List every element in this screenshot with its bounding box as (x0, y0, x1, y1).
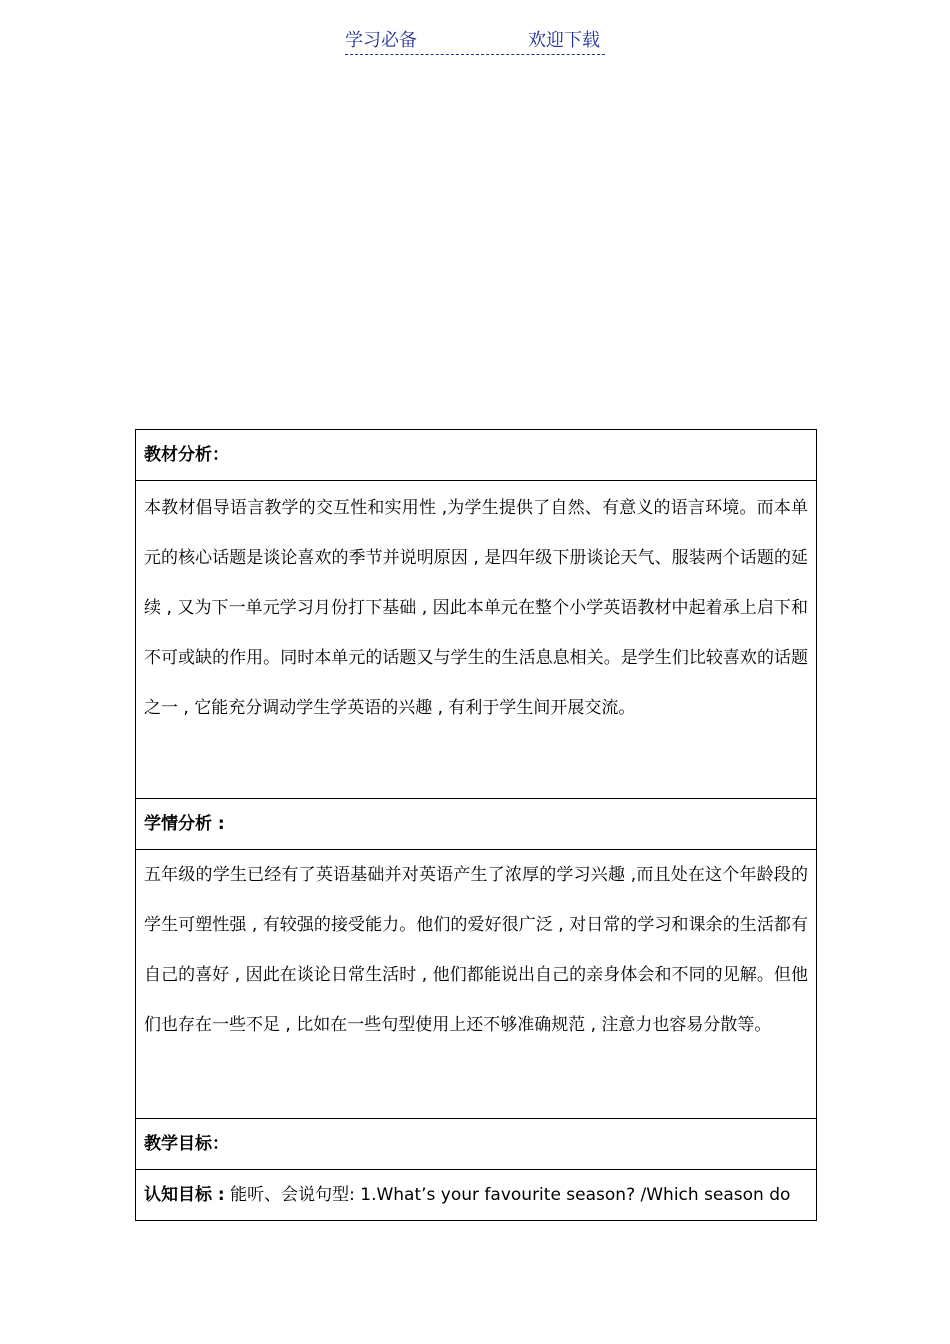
student-analysis-heading: 学情分析 : (136, 799, 817, 850)
table-row (136, 799, 817, 850)
cognitive-goal-cell (136, 1170, 817, 1221)
table-row (136, 1119, 817, 1170)
lesson-plan-table (135, 429, 817, 1221)
header-right-text: 欢迎下载 (528, 30, 600, 51)
textbook-analysis-heading: 教材分析： (136, 430, 817, 481)
page-header (345, 30, 605, 55)
table-row (136, 430, 817, 481)
cognitive-goal-text: 能听、会说句型: 1.What’s your favourite season? /Which season do (224, 1185, 791, 1205)
header-left-text: 学习必备 (345, 30, 417, 51)
textbook-analysis-body: 本教材倡导语言教学的交互性和实用性 ,为学生提供了自然、有意义的语言环境。而本单元的核心话题是谈论喜欢的季节并说明原因 , 是四年级下册谈论天气、服装两个话题的延续 , 又为下一单元学习月份打下基础 , 因此本单元在整个小学英语教材中起着承上启下和不可或缺的作用。同时本单元的话题又与学生的生活息息相关。是学生们比较喜欢的话题之一 , 它能充分调动学生学英语的兴趣 , 有利于学生间开展交流。 (136, 481, 817, 799)
cognitive-goal-label: 认知目标 : (144, 1185, 225, 1205)
teaching-goals-heading: 教学目标： (136, 1119, 817, 1170)
table-row (136, 1170, 817, 1221)
table-row (136, 850, 817, 1119)
student-analysis-body: 五年级的学生已经有了英语基础并对英语产生了浓厚的学习兴趣 ,而且处在这个年龄段的学生可塑性强 , 有较强的接受能力。他们的爱好很广泛 , 对日常的学习和课余的生活都有自己的喜好 , 因此在谈论日常生活时 , 他们都能说出自己的亲身体会和不同的见解。但他们也存在一些不足 , 比如在一些句型使用上还不够准确规范 , 注意力也容易分散等。 (136, 850, 817, 1119)
table-row (136, 481, 817, 799)
